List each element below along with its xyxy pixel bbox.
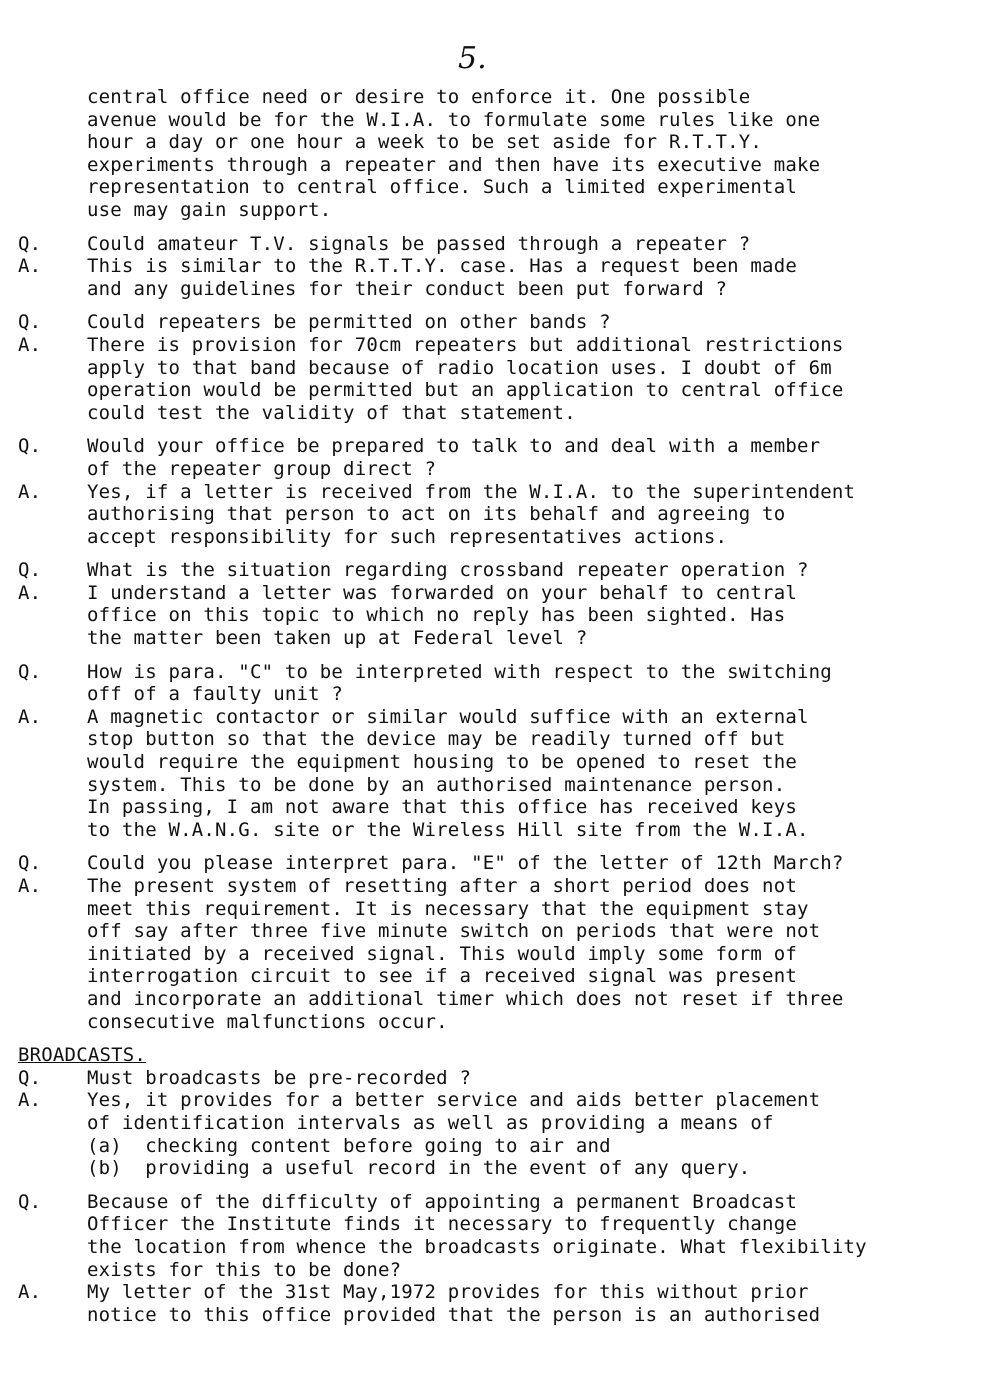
question-label: Q. [18,559,42,582]
section-heading-broadcasts: BROADCASTS. [18,1044,147,1067]
answer-line: (a) checking content before going to air and [87,1134,611,1157]
question-line: Could you please interpret para. "E" of the letter of 12th March? [87,852,844,875]
intro-line: experiments through a repeater and then have its executive make [87,153,821,176]
intro-line: hour a day or one hour a week to be set aside for R.T.T.Y. [87,131,763,154]
question-label: Q. [18,311,42,334]
answer-line: Yes, if a letter is received from the W.I.A. to the superintendent [87,480,856,503]
answer-line: consecutive malfunctions occur. [87,1010,448,1033]
answer-line: off say after three five minute switch on periods that were not [87,920,821,943]
question-text [87,661,993,706]
answer-line: A magnetic contactor or similar would suffice with an external [87,705,809,728]
answer-line: In passing, I am not aware that this office has received keys [87,796,797,819]
answer-line: This is similar to the R.T.T.Y. case. Has a request been made [87,255,797,278]
answer-label: A. [18,1089,42,1112]
question-line: Because of the difficulty of appointing a permanent Broadcast [87,1190,797,1213]
answer-line: initiated by a received signal. This would imply some form of [87,942,797,965]
answer-text [87,481,993,549]
answer [18,582,993,650]
question-text [87,559,993,582]
document-body [18,86,993,1337]
answer-line: stop button so that the device may be readily turned off but [87,728,786,751]
answer-label: A. [18,333,42,356]
question-line: Could amateur T.V. signals be passed through a repeater ? [87,232,751,255]
question-line: Would your office be prepared to talk to and deal with a member [87,435,821,458]
qa-block [18,559,993,649]
question-line: Could repeaters be permitted on other bands ? [87,311,611,334]
answer-line: operation would be permitted but an application to central office [87,379,844,402]
answer-label: A. [18,875,42,897]
question [18,1067,993,1090]
qa-block [18,311,993,424]
answer-text [87,1281,993,1326]
answer-line: meet this requirement. It is necessary that the equipment stay [87,897,809,920]
answer-line: apply to that band because of radio location uses. I doubt of 6m [87,356,832,379]
question [18,852,993,875]
question-text [87,233,993,256]
intro-line: representation to central office. Such a limited experimental [87,176,797,199]
answer-line: and any guidelines for their conduct been put forward ? [87,277,728,300]
question-text [87,435,993,480]
answer [18,481,993,549]
answer-line: (b) providing a useful record in the event of any query. [87,1157,751,1180]
answer-line: Yes, it provides for a better service and aids better placement [87,1089,821,1112]
question [18,559,993,582]
answer-line: I understand a letter was forwarded on your behalf to central [87,581,797,604]
intro-line: central office need or desire to enforce it. One possible [87,86,751,108]
answer-text [87,706,993,842]
answer-label: A. [18,1281,42,1304]
answer [18,706,993,842]
answer-label: A. [18,480,42,503]
answer-line: interrogation circuit to see if a received signal was present [87,965,797,988]
question [18,661,993,706]
answer-text [87,582,993,650]
qa-block [18,1067,993,1180]
answer-line: My letter of the 31st May,1972 provides for this without prior [87,1281,809,1304]
question [18,1191,993,1281]
question-line: off of a faulty unit ? [87,683,344,706]
question-text [87,852,993,875]
answer-line: to the W.A.N.G. site or the Wireless Hill site from the W.I.A. [87,818,809,841]
question-line: Must broadcasts be pre-recorded ? [87,1066,472,1089]
answer [18,875,993,1033]
question-label: Q. [18,660,42,683]
answer-line: notice to this office provided that the person is an authorised [87,1303,821,1326]
page-number: 5. [458,41,487,76]
question-line: What is the situation regarding crossband repeater operation ? [87,559,809,582]
question-line: Officer the Institute finds it necessary to frequently change [87,1213,797,1236]
answer [18,1281,993,1326]
question [18,435,993,480]
qa-block [18,1191,993,1327]
qa-block [18,233,993,301]
question-text [87,1067,993,1090]
question [18,311,993,334]
question-line: of the repeater group direct ? [87,457,437,480]
question-label: Q. [18,1190,42,1213]
question-label: Q. [18,852,42,875]
answer-line: of identification intervals as well as providing a means of [87,1111,774,1134]
answer-label: A. [18,581,42,604]
broadcasts-qa-list [18,1067,993,1327]
answer-line: accept responsibility for such representatives actions. [87,525,728,548]
question-line: How is para. "C" to be interpreted with respect to the switching [87,660,832,683]
question-label: Q. [18,435,42,458]
answer-line: system. This to be done by an authorised maintenance person. [87,773,786,796]
question [18,233,993,256]
question-line: exists for this to be done? [87,1258,402,1281]
answer [18,1089,993,1179]
qa-block [18,435,993,548]
answer-line: office on this topic to which no reply has been sighted. Has [87,604,786,627]
answer-text [87,1089,993,1179]
answer-label: A. [18,255,42,278]
answer-line: authorising that person to act on its behalf and agreeing to [87,503,786,526]
answer-line: There is provision for 70cm repeaters but additional restrictions [87,333,844,356]
question-label: Q. [18,1066,42,1089]
answer [18,255,993,300]
qa-block [18,661,993,842]
question-line: the location from whence the broadcasts originate. What flexibility [87,1235,867,1258]
answer-line: could test the validity of that statement. [87,401,576,424]
question-text [87,1191,993,1281]
intro-line: avenue would be for the W.I.A. to formulate some rules like one [87,108,821,131]
answer-line: The present system of resetting after a short period does not [87,875,797,897]
question-text [87,311,993,334]
answer-text [87,875,993,1033]
answer [18,334,993,424]
qa-block [18,852,993,1033]
answer-line: and incorporate an additional timer which does not reset if three [87,987,844,1010]
answer-label: A. [18,705,42,728]
intro-paragraph [18,86,993,222]
answer-text [87,255,993,300]
question-label: Q. [18,232,42,255]
answer-line: would require the equipment housing to be opened to reset the [87,751,797,774]
qa-list [18,233,993,1034]
answer-text [87,334,993,424]
answer-line: the matter been taken up at Federal level ? [87,627,588,650]
intro-line: use may gain support. [87,198,332,221]
